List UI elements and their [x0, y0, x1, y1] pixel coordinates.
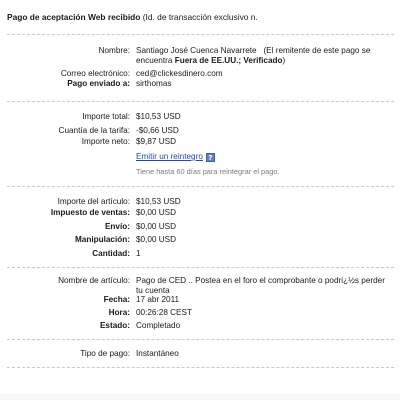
page-title-main: Pago de aceptación Web recibido: [7, 12, 141, 22]
net-label: Importe neto:: [81, 137, 130, 146]
divider: [7, 101, 394, 102]
total-label: Importe total:: [82, 112, 130, 121]
refund-link[interactable]: Emitir un reintegro: [136, 152, 203, 161]
item-amount-label: Importe del artículo:: [57, 197, 130, 206]
sent-to-label: Pago enviado a:: [67, 79, 130, 88]
sender-email-label: Correo electrónico:: [60, 69, 130, 78]
payment-type-value: Instantáneo: [136, 349, 179, 358]
sender-name-value: [136, 46, 386, 65]
handling-label: Manipulación:: [74, 235, 130, 244]
sender-email-value: ced@clickesdinero.com: [136, 69, 223, 78]
tax-label: Impuesto de ventas:: [50, 208, 130, 217]
payment-type-label: Tipo de pago:: [80, 349, 130, 358]
time-label: Hora:: [108, 308, 130, 317]
sender-name-label: Nombre:: [98, 46, 130, 55]
date-label: Fecha:: [103, 295, 130, 304]
total-value: $10,53 USD: [136, 112, 181, 121]
time-value: 00:26:28 CEST: [136, 308, 192, 317]
page-title: [7, 12, 397, 22]
item-name-label: Nombre de artículo:: [58, 276, 130, 285]
divider: [7, 339, 394, 340]
sender-status-close: ): [282, 55, 286, 65]
fee-label: Cuantía de la tarifa:: [58, 126, 130, 135]
shipping-label: Envío:: [104, 222, 130, 231]
fee-value: -$0,66 USD: [136, 126, 179, 135]
divider: [7, 367, 394, 368]
handling-value: $0,00 USD: [136, 235, 177, 244]
item-name-value: Pago de CED .. Postea en el foro el comprobante o podri¿½s perder tu cuenta: [136, 276, 385, 295]
help-icon[interactable]: ?: [206, 153, 215, 162]
date-value: 17 abr 2011: [136, 295, 180, 304]
status-label: Estado:: [99, 321, 130, 330]
quantity-label: Cantidad:: [92, 249, 130, 258]
footer-bar: [0, 394, 400, 400]
quantity-value: 1: [136, 249, 141, 258]
sender-status-note: (El remitente de este pago se encuentra: [136, 46, 371, 65]
item-amount-value: $10,53 USD: [136, 197, 181, 206]
sender-name-text: Santiago José Cuenca Navarrete: [136, 46, 257, 55]
tax-value: $0,00 USD: [136, 208, 177, 217]
sender-status-bold: Fuera de EE.UU.; Verificado: [174, 55, 283, 65]
divider: [7, 186, 394, 187]
divider: [7, 34, 394, 35]
sent-to-value: sirthomas: [136, 79, 172, 88]
divider: [7, 267, 394, 268]
net-value: $9,87 USD: [136, 137, 177, 146]
refund-note: Tiene hasta 60 días para reintegrar el pago.: [136, 167, 280, 176]
refund-container: [136, 152, 386, 162]
status-value: Completado: [136, 321, 181, 330]
shipping-value: $0,00 USD: [136, 222, 177, 231]
transaction-id-label: (Id. de transacción exclusivo n.: [142, 12, 258, 22]
